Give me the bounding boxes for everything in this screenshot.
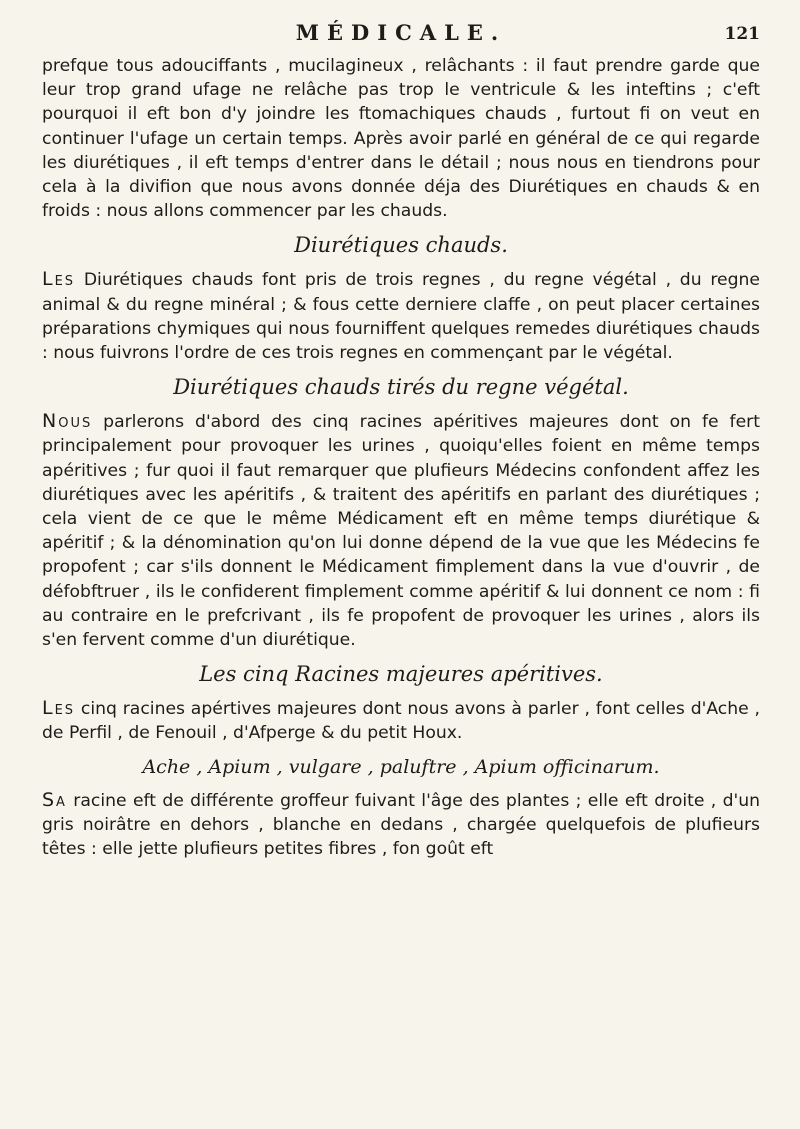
lead-word: Les	[42, 697, 76, 720]
lead-word: Sa	[42, 788, 67, 811]
paragraph-cinq-racines	[42, 696, 760, 745]
paragraph-text: racine eft de différente groffeur fuivant l'âge des plantes ; elle eft droite , d'un gris noirâtre en dehors , blanche en dedans , chargée quelquefois de plufieurs têtes : elle jette plufieurs petites fibres , fon goût eft	[42, 790, 760, 860]
lead-word: Les	[42, 268, 76, 291]
paragraph-text: cinq racines apértives majeures dont nous avons à parler , font celles d'Ache , de Perfil , de Fenouil , d'Afperge & du petit Houx.	[42, 699, 760, 744]
heading-diuretiques-chauds: Diurétiques chauds.	[294, 233, 508, 258]
page-number: 121	[724, 24, 760, 44]
heading-regne-vegetal: Diurétiques chauds tirés du regne végétal.	[173, 375, 629, 400]
paragraph-text: Diurétiques chauds font pris de trois regnes , du regne végétal , du regne animal & du regne minéral ; & fous cette derniere claffe , on peut placer certaines préparations chymiques qui nous fourniffent quelques remedes diurétiques chauds : nous fuivrons l'ordre de ces trois regnes en commençant par le végétal.	[42, 270, 760, 364]
heading-cinq-racines: Les cinq Racines majeures apéritives.	[199, 662, 603, 687]
paragraph-text: parlerons d'abord des cinq racines apéritives majeures dont on fe fert principalement pour provoquer les urines , quoiqu'elles foient en même temps apéritives ; fur quoi il faut remarquer que plufieurs Médecins confondent affez les diurétiques avec les apéritifs , & traitent des apéritifs en parlant des diurétiques ; cela vient de ce que le même Médicament eft en même temps diurétique & apéritif ; & la dénomination qu'on lui donne dépend de la vue que les Médecins fe propofent ; car s'ils donnent le Médicament fimplement dans la vue d'ouvrir , de défobftruer , ils le confiderent fimplement comme apéritif & lui donnent ce nom : fi au contraire en le prefcrivant , ils fe propofent de provoquer les urines , alors ils s'en fervent comme d'un diurétique.	[42, 412, 760, 651]
paragraph-racines	[42, 409, 760, 652]
running-header	[42, 20, 760, 54]
heading-ache: Ache , Apium , vulgare , paluftre , Apium officinarum.	[142, 755, 660, 778]
running-title: MÉDICALE.	[295, 20, 507, 45]
paragraph-intro: prefque tous adouciffants , mucilagineux , relâchants : il faut prendre garde que leur trop grand ufage ne relâche pas trop le ventricule & les inteftins ; c'eft pourquoi il eft bon d'y joindre les ftomachiques chauds , furtout fi on veut en continuer l'ufage un certain temps. Après avoir parlé en général de ce qui regarde les diurétiques , il eft temps d'entrer dans le détail ; nous nous en tiendrons pour cela à la divifion que nous avons donnée déja des Diurétiques en chauds & en froids : nous allons commencer par les chauds.	[42, 56, 760, 222]
lead-word: Nous	[42, 410, 93, 433]
paragraph-regnes	[42, 267, 760, 365]
paragraph-ache-racine	[42, 788, 760, 862]
